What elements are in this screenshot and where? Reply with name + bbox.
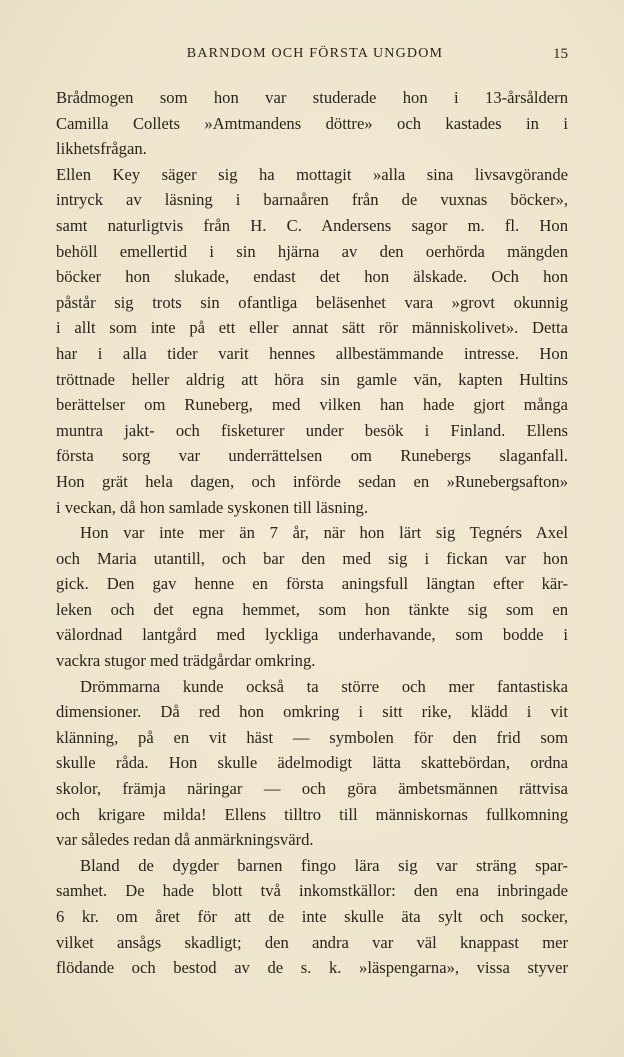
text-line: flödande och bestod av de s. k. »läspengarna», vissa styver (56, 958, 568, 978)
text-line: och krigare milda! Ellens tilltro till människornas fullkomning (56, 804, 568, 824)
text-line: Brådmogen som hon var studerade hon i 13-årsåldern (56, 88, 568, 107)
text-line: och Maria utantill, och bar den med sig i fickan var hon (56, 548, 568, 568)
page-number: 15 (553, 46, 568, 62)
text-line: i veckan, då hon samlade syskonen till läsning. (56, 497, 368, 517)
text-line: berättelser om Runeberg, med vilken han hade gjort många (56, 395, 568, 415)
text-line: leken och det egna hemmet, som hon tänkte sig som en (56, 599, 568, 619)
running-head (62, 46, 568, 66)
text-line: böcker hon slukade, endast det hon älskade. Och hon (56, 267, 568, 287)
text-line: skulle råda. Hon skulle ädelmodigt lätta skattebördan, ordna (56, 753, 568, 773)
text-line: samt naturligtvis från H. C. Andersens sagor m. fl. Hon (56, 215, 568, 235)
text-line: likhetsfrågan. (56, 139, 147, 159)
text-line: har i alla tider varit hennes allbestämmande intresse. Hon (56, 343, 568, 363)
text-line: Hon grät hela dagen, och införde sedan en »Runebergsafton» (56, 471, 568, 491)
text-line: klänning, på en vit häst — symbolen för den frid som (56, 727, 568, 747)
text-line: Hon var inte mer än 7 år, när hon lärt sig Tegnérs Axel (80, 523, 568, 543)
text-line: vilket ansågs skadligt; den andra var väl knappast mer (56, 932, 568, 952)
text-line: välordnad lantgård med lyckliga underhavande, som bodde i (56, 625, 568, 645)
text-line: i allt som inte på ett eller annat sätt rör människolivet». Detta (56, 318, 568, 338)
text-line: muntra jakt- och fisketurer under besök i Finland. Ellens (56, 420, 568, 440)
text-line: behöll emellertid i sin hjärna av den oerhörda mängden (56, 241, 568, 261)
text-line: gick. Den gav henne en första aningsfull längtan efter kär- (56, 574, 568, 594)
text-line: tröttnade heller aldrig att höra sin gamle vän, kapten Hultins (56, 369, 568, 389)
text-line: första sorg var underrättelsen om Runebergs slaganfall. (56, 446, 568, 466)
text-line: Camilla Collets »Amtmandens döttre» och kastades in i (56, 113, 568, 133)
text-line: Ellen Key säger sig ha mottagit »alla sina livsavgörande (56, 164, 568, 184)
text-line: 6 kr. om året för att de inte skulle äta sylt och socker, (56, 907, 568, 926)
running-title: BARNDOM OCH FÖRSTA UNGDOM (186, 46, 444, 61)
text-line: Drömmarna kunde också ta större och mer fantastiska (80, 676, 568, 696)
body-text (56, 85, 568, 981)
text-line: skolor, främja näringar — och göra ämbetsmännen rättvisa (56, 779, 568, 799)
text-line: intryck av läsning i barnaåren från de vuxnas böcker», (56, 190, 568, 210)
text-line: vackra stugor med trädgårdar omkring. (56, 651, 316, 671)
text-line: samhet. De hade blott två inkomstkällor: den ena inbringade (56, 881, 568, 901)
text-line: Bland de dygder barnen fingo lära sig var sträng spar- (80, 855, 568, 875)
text-line: dimensioner. Då red hon omkring i sitt rike, klädd i vit (56, 702, 568, 722)
text-line: påstår sig trots sin ofantliga beläsenhet vara »grovt okunnig (56, 292, 568, 312)
text-line: var således redan då anmärkningsvärd. (56, 830, 314, 850)
